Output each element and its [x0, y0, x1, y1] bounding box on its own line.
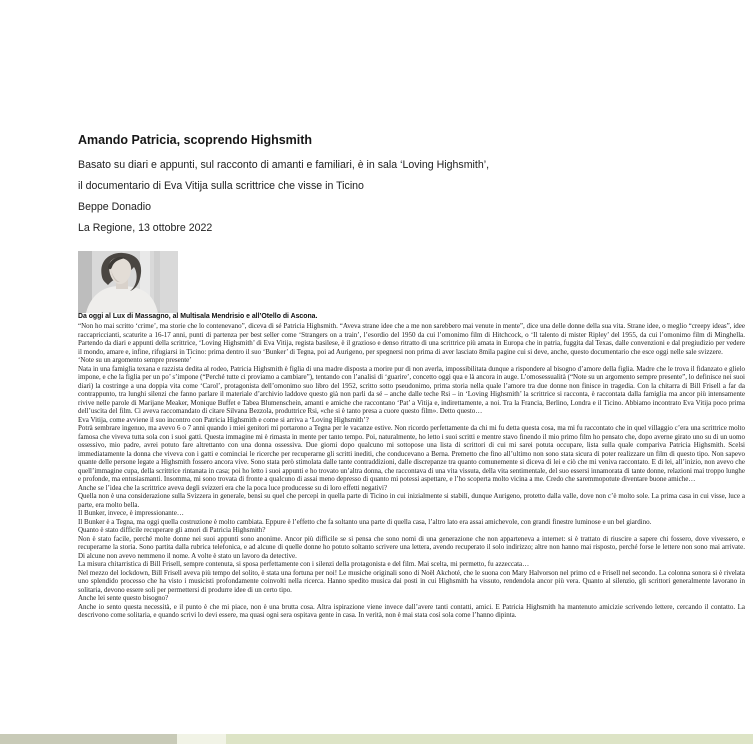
- article-body: [78, 322, 745, 620]
- article-source-date: La Regione, 13 ottobre 2022: [78, 222, 213, 234]
- interview-question: La misura chitarristica di Bill Frisell, sempre contenuta, si sposa perfettamente con i silenzi della protagonista e del film. Mai scelta, mi permetto, fu azzeccata…: [78, 560, 530, 568]
- photo-caption: Da oggi al Lux di Massagno, al Multisala Mendrisio e all’Otello di Ascona.: [78, 313, 318, 320]
- article-paragraph: Nata in una famiglia texana e razzista dedita al rodeo, Patricia Highsmith è figlia di una madre disposta a morire pur di non averla, impossibilitata dunque a rispondere al bisogno d’amore della figlia. Madre che le trova il fidanzato e glielo impone, e che la figlia per un po’ s’impone (“Perché tutte ci proviamo a cambiare”), tentando con l’analisi di ‘guarire’, concetto oggi qua e là ancora in auge. L’omosessualità (“Note su un argomento sempre presente”, lo definisce nei suoi diari) la costringe a una doppia vita come ‘Carol’, protagonista dell’omonimo suo libro del 1952, scritto sotto pseudonimo, prima storia nella quale l’amore tra due donne non finisce in tragedia. Con la chitarra di Bill Frisell a far da contrappunto, tra lunghi silenzi che fanno parlare il materiale d’archivio laddove questo già non parli da sé – anche dalle teche Rsi – in ‘Loving Highsmith’ la scrittrice si racconta, è raccontata dalla famiglia ma ancor più intensamente rivive nelle parole di Marijane Meaker, Monique Buffet e Tabea Blumenschein, amanti e amiche che raccontano ‘Pat’ a Vitija e, indirettamente, a noi. Tra la Francia, Berlino, Londra e il Ticino. Abbiamo incontrato Eva Vitija poco prima dell’uscita del film. Ci aveva raccomandato di citare Silvana Bezzola, produttrice Rsi, «che si è tanto presa a cuore questo film». Detto questo…: [78, 364, 745, 415]
- article-subhead: ‘Note su un argomento sempre presente’: [78, 356, 192, 364]
- horizontal-scrollbar[interactable]: [0, 734, 753, 744]
- interview-answer: Il Bunker è a Tegna, ma oggi quella costruzione è molto cambiata. Eppure è l’effetto che fa soltanto una parte di quella casa, l’altro lato era assai amichevole, con grandi finestre luminose e un bel giardino.: [78, 517, 652, 526]
- scrollbar-thumb[interactable]: [0, 734, 177, 744]
- article-header: [78, 132, 743, 239]
- interview-question: Quanto è stato difficile recuperare gli amori di Patricia Highsmith?: [78, 526, 266, 534]
- scrollbar-notch: [177, 734, 226, 744]
- interview-question: Anche se l’idea che la scrittrice aveva degli svizzeri era che la poca luce producesse su di loro effetti negativi?: [78, 483, 388, 492]
- interview-answer: Potrà sembrare ingenuo, ma avevo 6 o 7 anni quando i miei genitori mi portarono a Tegna per le vacanze estive. Non ricordo perfettamente da chi mi fu detta questa cosa, ma mi fu raccontato che in quel villaggio c’era una scrittrice molto famosa che viveva tutta sola con i suoi gatti. Questa immagine mi è rimasta in mente per tanto tempo. Poi, naturalmente, ho letto i suoi scritti e mentre stavo finendo il mio primo film ho pensato che, dopo averne girato uno su di un uomo ossessivo, mio padre, avrei potuto fare altrettanto con una donna ossessiva. Due giorni dopo qualcuno mi sottopose una lista di scrittori di cui mi sarei potuta occupare, lista sulla quale compariva Patricia Highsmith. Scelsi immediatamente la donna che viveva con i gatti e cominciai le ricerche per recuperarne gli scritti inediti, che conducevano a Berna. Premetto che fino all’ultimo non sono stata sicura di poter realizzare un film di questo tipo. Non sapevo quante delle persone legate a Highsmith fossero ancora vive. Sono stata però stimolata dalle tante contraddizioni, dalle discrepanze tra quanto comunemente si diceva di lei e ciò che mi veniva raccontato. E di lei, all’inizio, non avevo che quell’immagine cupa, della scrittrice rintanata in casa; poi ho letto i suoi appunti e ho trovato un’altra donna, che raccontava di una vita vissuta, della vita sentimentale, del suo essersi innamorata di tante donne, relazioni mai troppo lunghe e profonde, ma entusiasmanti. Insomma, mi sono trovata di fronte a qualcuno di assai meno depresso di quanto mi potessi aspettare, e l’ho scoperta molto vicina a me. Credo che saremmopotute diventare buone amiche…: [78, 424, 745, 483]
- article-subtitle-line2: il documentario di Eva Vitija sulla scrittrice che visse in Ticino: [78, 180, 364, 192]
- article-subtitle-line1: Basato su diari e appunti, sul racconto di amanti e familiari, è in sala ‘Loving Highsmith’,: [78, 159, 490, 171]
- interview-answer: Nel mezzo del lockdown, Bill Frisell aveva più tempo del solito, è stata una fortuna per noi! Le musiche originali sono di Noël Akchoté, che le suona con Mary Halvorson nel primo cd e Frisell nel secondo. La colonna sonora si è rivelata uno splendido processo che ha visto i musicisti profondamente coinvolti nella ricerca. Hanno spedito musica dai posti in cui Highsmith ha vissuto, rendendola ancor più vera. Quanto al silenzio, gli scrittori generalmente lavorano in solitaria, devono essere soli per permettersi di produrre idee di un certo tipo.: [78, 568, 745, 594]
- portrait-photo: [78, 251, 178, 313]
- interview-question: Il Bunker, invece, è impressionante…: [78, 509, 184, 517]
- article-paragraph: “Non ho mai scritto ‘crime’, ma storie che lo contenevano”, diceva di sé Patricia Highsmith. “Aveva strane idee che a me non sarebbero mai venute in mente”, dice una delle donne della sua vita. Strane idee, o meglio “creepy ideas”, idee raccapriccianti, scaturite a 16-17 anni, punti di partenza per best seller come ‘Strangers on a train’, l’esordio del 1950 da cui l’omonimo film di Hitchcock, o ‘Il talento di mister Ripley’ del 1955, da cui l’omonimo film di Minghella. Partendo da diari e appunti della scrittrice, ‘Loving Highsmith’ di Eva Vitija, regista basilese, è il grazioso e denso ritratto di una scrittrice più amata in Europa che in patria, fuggita dal Texas, dalle convenzioni e dal pregiudizio per vedere il mondo, amare e, infine, rifugiarsi in Ticino: prima dentro il suo ‘Bunker’ di Tegna, poi ad Aurigeno, per spegnersi non prima di aver lasciato 8mila pagine cui si deve, anche, questo documentario che esce oggi nelle sale svizzere.: [78, 322, 745, 356]
- interview-answer: Non è stato facile, perché molte donne nei suoi appunti sono anonime. Ancor più difficile se si pensa che sono nomi di una generazione che non apparteneva a internet: si è trattato di riuscire a sapere chi fossero, dove vivessero, e recuperarne la storia. Sono partita dalla rubrica telefonica, e ad alcune di quelle donne ho potuto soltanto scrivere una lettera, avendo recuperato il solo indirizzo; altre non hanno mai risposto, perché forse le lettere non sono mai arrivate. Di alcune non avevo nemmeno il nome. A volte è stato un lavoro da detective.: [78, 534, 745, 560]
- interview-question: Anche lei sente questo bisogno?: [78, 594, 169, 602]
- scrollbar-track[interactable]: [226, 734, 753, 744]
- article-title: Amando Patricia, scoprendo Highsmith: [78, 133, 313, 147]
- interview-answer: Anche io sento questa necessità, e il punto è che mi piace, non è una brutta cosa. Altra ispirazione viene invece dall’avere tanti contatti, amici. E Patricia Highsmith ha mantenuto amicizie scrivendo lettere, cercando il contatto. La descrivono come solitaria, e quando scrivi lo devi essere, ma quasi ogni sera ospitava gente in casa. In verità, non è mai stata così sola come l’hanno dipinta.: [78, 602, 745, 619]
- interview-question: Eva Vitija, come avviene il suo incontro con Patricia Highsmith e come si arriva a ‘Loving Highsmith’?: [78, 415, 369, 424]
- article-author: Beppe Donadio: [78, 201, 152, 213]
- interview-answer: Quella non è una considerazione sulla Svizzera in generale, bensì su quel che percepì in quella parte di Ticino in cui inizialmente si stabilì, dunque Aurigeno, protetto dalla valle, dove non c’è molto sole. La prima casa in cui visse, luce a parte, era molto bella.: [78, 492, 745, 509]
